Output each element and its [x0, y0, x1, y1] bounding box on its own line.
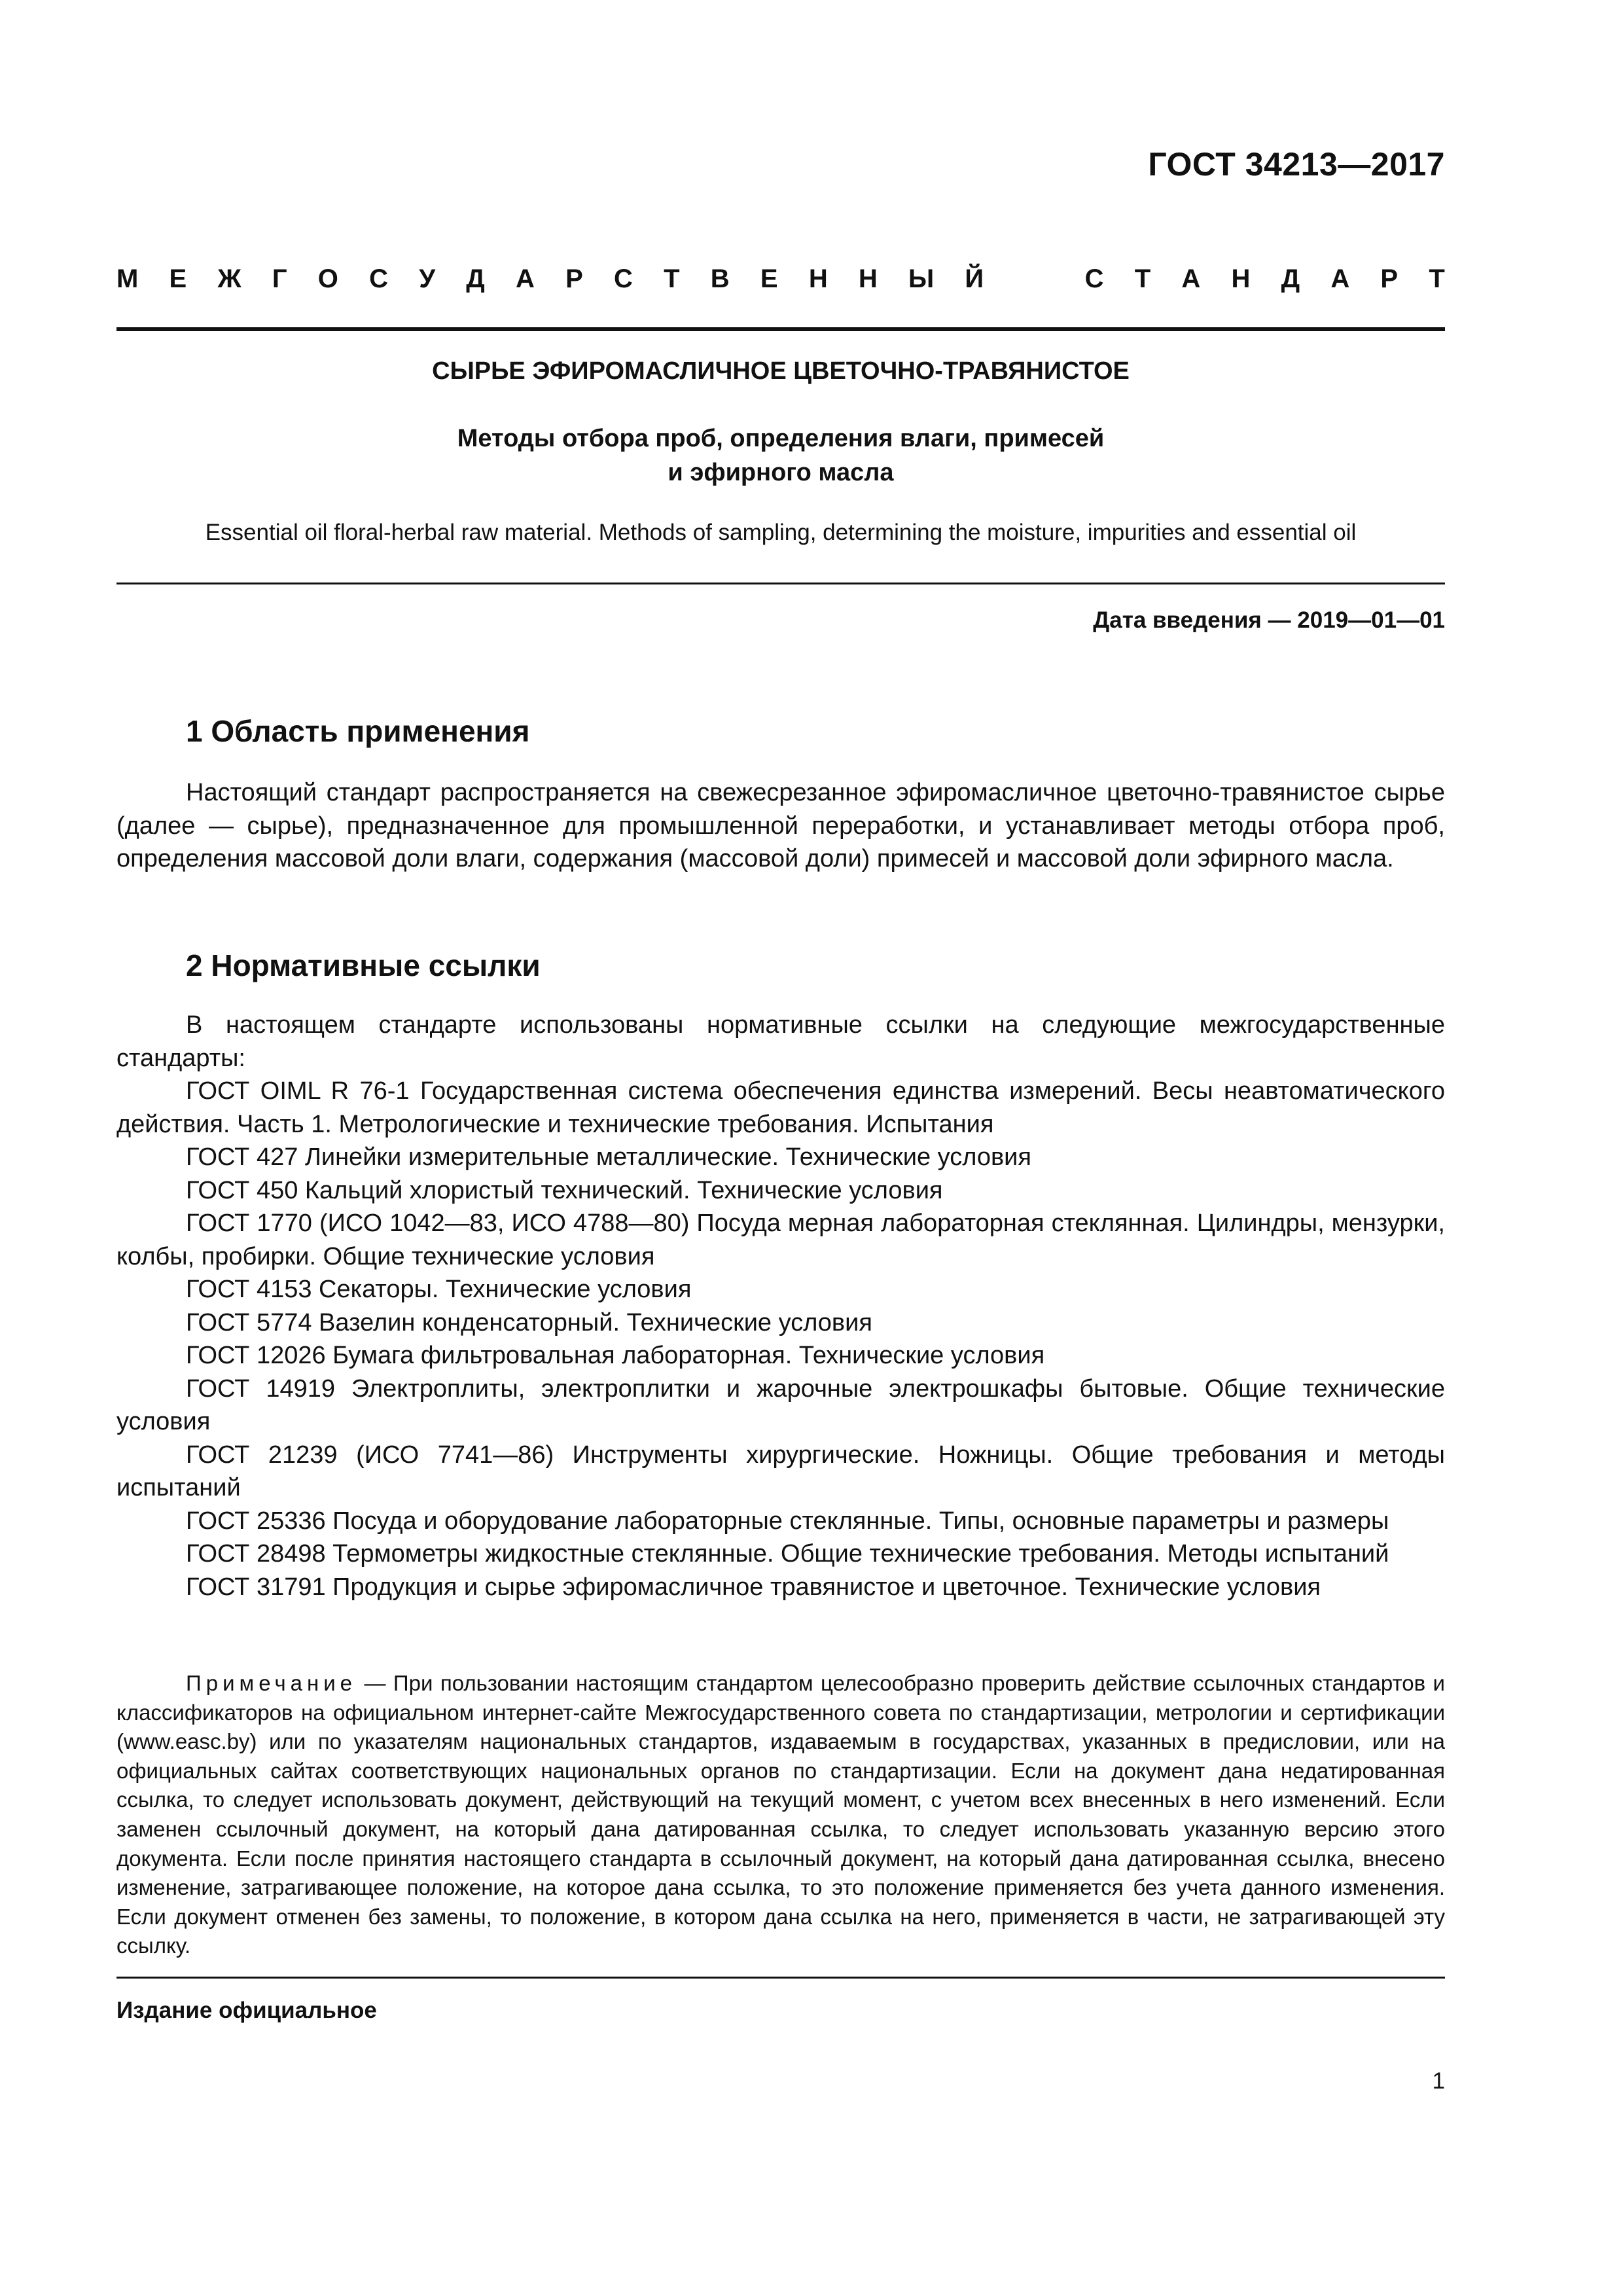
standard-type-letter: Д — [1281, 264, 1300, 293]
standard-type-letter: С — [1084, 264, 1104, 293]
standard-type-letter: Н — [808, 264, 828, 293]
document-number: ГОСТ 34213—2017 — [1148, 146, 1445, 183]
title-divider — [116, 583, 1445, 584]
note-block — [116, 1669, 1445, 1961]
reference-item: ГОСТ 4153 Секаторы. Технические условия — [186, 1276, 692, 1303]
standard-type-letter: Г — [272, 264, 287, 293]
reference-item: ГОСТ 1770 (ИСО 1042—83, ИСО 4788—80) Посуда мерная лабораторная стеклянная. Цилиндры, мензурки, колбы, пробирки. Общие технические условия — [116, 1210, 1445, 1270]
reference-item: ГОСТ 427 Линейки измерительные металлические. Технические условия — [186, 1143, 1031, 1171]
standard-type-letter: А — [1181, 264, 1201, 293]
standard-type-letter: В — [710, 264, 730, 293]
standard-type-heading — [116, 264, 1445, 294]
note-text: — При пользовании настоящим стандартом целесообразно проверить действие ссылочных стандартов и классификаторов на официальном интернет-сайте Межгосударственного совета по стандартизации, метрологии и сертификации (www.easc.by) или по указателям национальных стандартов, издаваемым в государствах, указанных в предисловии, или на официальных сайтах соответствующих национальных органов по стандартизации. Если на документ дана недатированная ссылка, то следует использовать документ, действующий на текущий момент, с учетом всех внесенных в него изменений. Если заменен ссылочный документ, на который дана датированная ссылка, то следует использовать указанную версию этого документа. Если после принятия настоящего стандарта в ссылочный документ, на который дана датированная ссылка, внесено изменение, затрагивающее положение, на которое дана ссылка, то это положение применяется без учета данного изменения. Если документ отменен без замены, то положение, в котором дана ссылка на него, применяется в части, не затрагивающей эту ссылку. — [116, 1671, 1445, 1958]
standard-type-letter: Р — [565, 264, 583, 293]
standard-type-letter: А — [1330, 264, 1350, 293]
reference-item: ГОСТ 12026 Бумага фильтровальная лабораторная. Технические условия — [186, 1342, 1045, 1369]
document-title: СЫРЬЕ ЭФИРОМАСЛИЧНОЕ ЦВЕТОЧНО-ТРАВЯНИСТОЕ — [432, 357, 1130, 385]
standard-type-letter: Н — [1231, 264, 1251, 293]
standard-type-letter: Ж — [217, 264, 241, 293]
word-gap — [1014, 264, 1054, 294]
reference-item: ГОСТ OIML R 76-1 Государственная система обеспечения единства измерений. Весы неавтоматического действия. Часть 1. Метрологические и технические требования. Испытания — [116, 1077, 1445, 1138]
subtitle-line: и эфирного масла — [668, 459, 894, 486]
standard-type-letter: О — [317, 264, 338, 293]
note-label: Примечание — [186, 1671, 357, 1695]
reference-item: ГОСТ 31791 Продукция и сырье эфиромасличное травянистое и цветочное. Технические условия — [186, 1573, 1321, 1601]
standard-type-letter: А — [516, 264, 535, 293]
standard-type-letter: Т — [664, 264, 680, 293]
section-1-paragraph: Настоящий стандарт распространяется на свежесрезанное эфиромасличное цветочно-травянистое сырье (далее — сырье), предназначенное для промышленной переработки, и устанавливает методы отбора проб, определения массовой доли влаги, содержания (массовой доли) примесей и массовой доли эфирного масла. — [116, 779, 1445, 872]
references-list — [116, 1009, 1445, 1604]
subtitle-line: Методы отбора проб, определения влаги, примесей — [457, 425, 1105, 452]
reference-item: ГОСТ 14919 Электроплиты, электроплитки и жарочные электрошкафы бытовые. Общие технические условия — [116, 1374, 1445, 1435]
introduction-date: Дата введения — 2019—01—01 — [1093, 607, 1445, 633]
reference-item: ГОСТ 21239 (ИСО 7741—86) Инструменты хирургические. Ножницы. Общие требования и методы испытаний — [116, 1441, 1445, 1501]
standard-type-letter: Т — [1134, 264, 1151, 293]
standard-type-letter: Н — [858, 264, 878, 293]
standard-type-letter: Ы — [908, 264, 935, 293]
note-paragraph — [116, 1669, 1445, 1961]
standard-type-letter: У — [419, 264, 436, 293]
reference-item: ГОСТ 25336 Посуда и оборудование лабораторные стеклянные. Типы, основные параметры и размеры — [186, 1507, 1389, 1535]
edition-label: Издание официальное — [116, 1998, 377, 2023]
standard-type-letter: Е — [169, 264, 187, 293]
standard-type-letter: Д — [466, 264, 485, 293]
standard-type-letter: Е — [760, 264, 778, 293]
english-title: Essential oil floral-herbal raw material. Methods of sampling, determining the moisture, impurities and essential oil — [205, 520, 1357, 545]
standard-type-letter: Т — [1429, 264, 1445, 293]
header-divider — [116, 327, 1445, 331]
footer-divider — [116, 1977, 1445, 1979]
section-1-body — [116, 776, 1445, 876]
document-subtitle — [116, 422, 1445, 490]
page-number: 1 — [1432, 2068, 1445, 2094]
standard-type-letter: Р — [1380, 264, 1399, 293]
section-1-title: 1 Область применения — [186, 714, 530, 748]
reference-item: ГОСТ 450 Кальций хлористый технический. Технические условия — [186, 1176, 943, 1204]
standard-type-letter: С — [369, 264, 388, 293]
standard-type-letter: Й — [965, 264, 984, 293]
section-2-intro: В настоящем стандарте использованы нормативные ссылки на следующие межгосударственные стандарты: — [116, 1011, 1445, 1072]
standard-type-letter: С — [614, 264, 633, 293]
section-2-title: 2 Нормативные ссылки — [186, 948, 541, 982]
reference-item: ГОСТ 28498 Термометры жидкостные стеклянные. Общие технические требования. Методы испытаний — [186, 1540, 1389, 1568]
reference-item: ГОСТ 5774 Вазелин конденсаторный. Технические условия — [186, 1308, 872, 1336]
standard-type-letter: М — [116, 264, 139, 293]
